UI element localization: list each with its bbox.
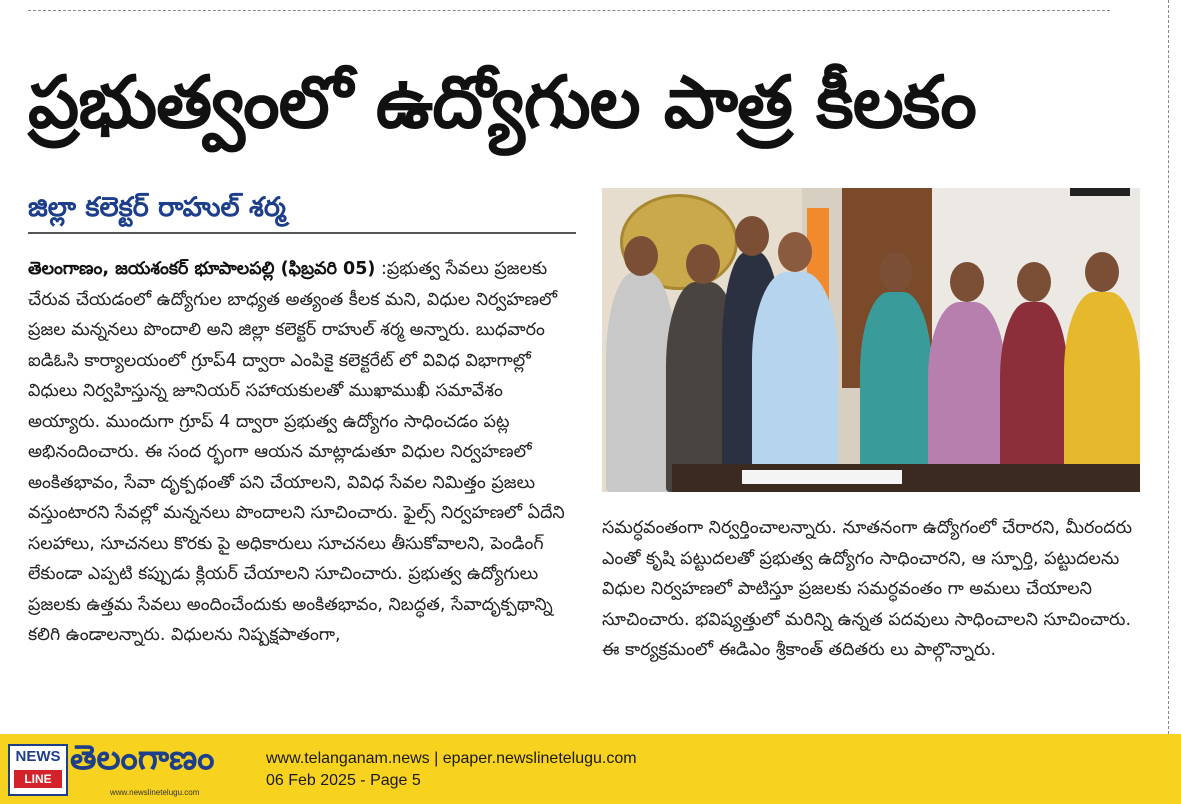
brand-url[interactable]: www.newslinetelugu.com (110, 788, 200, 797)
photo-person (1064, 292, 1140, 492)
article-body-column-2: సమర్ధవంతంగా నిర్వర్తించాలన్నారు. నూతనంగా ఉద్యోగంలో చేరారని, మీరందరు ఎంతో కృషి పట్టుదలతో ప్రభుత్వ ఉద్యోగం సాధించారని, ఆ స్ఫూర్తి, పట్టుదలను విధుల నిర్వహణలో పాటిస్తూ ప్రజలకు సమర్ధవంతం గా అమలు చేయాలని సూచించారు. భవిష్యత్తులో మరిన్ని ఉన్నత పదవులు సాధించాలని సూచించారు. ఈ కార్యక్రమంలో ఈడిఎం శ్రీకాంత్ తదితరు లు పాల్గొన్నారు. (602, 518, 1133, 660)
photo-person (860, 292, 932, 492)
footer-date-page: 06 Feb 2025 - Page 5 (266, 772, 421, 789)
footer-banner (0, 734, 1181, 804)
article-body-column-1 (28, 254, 576, 651)
top-dashed-rule (28, 10, 1110, 11)
subhead-rule (28, 232, 576, 234)
photo-frame (1070, 188, 1130, 196)
news-photo (602, 188, 1140, 492)
footer-urls[interactable]: www.telanganam.news | epaper.newslinetelugu.com (266, 750, 637, 767)
body-text-col1: :ప్రభుత్వ సేవలు ప్రజలకు చేరువ చేయడంలో ఉద్యోగుల బాధ్యత అత్యంత కీలక మని, విధుల నిర్వహణలో ప్రజల మన్ననలు పొందాలి అని జిల్లా కలెక్టర్ రాహుల్ శర్మ అన్నారు. బుధవారం ఐడిఓసి కార్యాలయంలో గ్రూప్4 ద్వారా ఎంపికై కలెక్టరేట్ లో వివిధ విభాగాల్లో విధులు నిర్వహిస్తున్న జూనియర్ సహాయకులతో ముఖాముఖీ సమావేశం అయ్యారు. ముందుగా గ్రూప్ 4 ద్వారా ప్రభుత్వ ఉద్యోగం సాధించడం పట్ల అభినందించారు. ఈ సంద ర్భంగా ఆయన మాట్లాడుతూ విధుల నిర్వహణలో అంకితభావం, సేవా దృక్పథంతో పని చేయాలని, వివిధ సేవల నిమిత్తం ప్రజలు వస్తుంటారని సేవల్లో మన్ననలు పొందాలని సూచించారు. ఫైల్స్ నిర్వహణలో ఏదేని సలహాలు, సూచనలు కొరకు పై అధికారులు సూచనలు తీసుకోవాలని, పెండింగ్ లేకుండా ఎప్పటి కప్పుడు క్లియర్ చేయాలని సూచించారు. ప్రభుత్వ ఉద్యోగులు ప్రజలకు ఉత్తమ సేవలు అందించేందుకు అంకితభావం, నిబద్ధత, సేవాదృక్పథాన్ని కలిగి ఉండాలన్నారు. విధులను నిష్పక్షపాతంగా, (28, 259, 565, 645)
logo-news-text: NEWS (15, 748, 61, 765)
brand-logo-text[interactable]: తెలంగాణం (70, 738, 215, 778)
headline: ప్రభుత్వంలో ఉద్యోగుల పాత్ర కీలకం (28, 60, 976, 144)
dateline: తెలంగాణం, జయశంకర్ భూపాలపల్లి (ఫిబ్రవరి 05) (28, 259, 376, 279)
right-dashed-rule (1168, 0, 1169, 734)
logo-line-text: LINE (14, 770, 62, 788)
subhead: జిల్లా కలెక్టర్ రాహుల్ శర్మ (28, 192, 286, 223)
photo-person (752, 272, 838, 492)
newsline-logo[interactable] (8, 744, 68, 796)
photo-papers (742, 470, 902, 484)
